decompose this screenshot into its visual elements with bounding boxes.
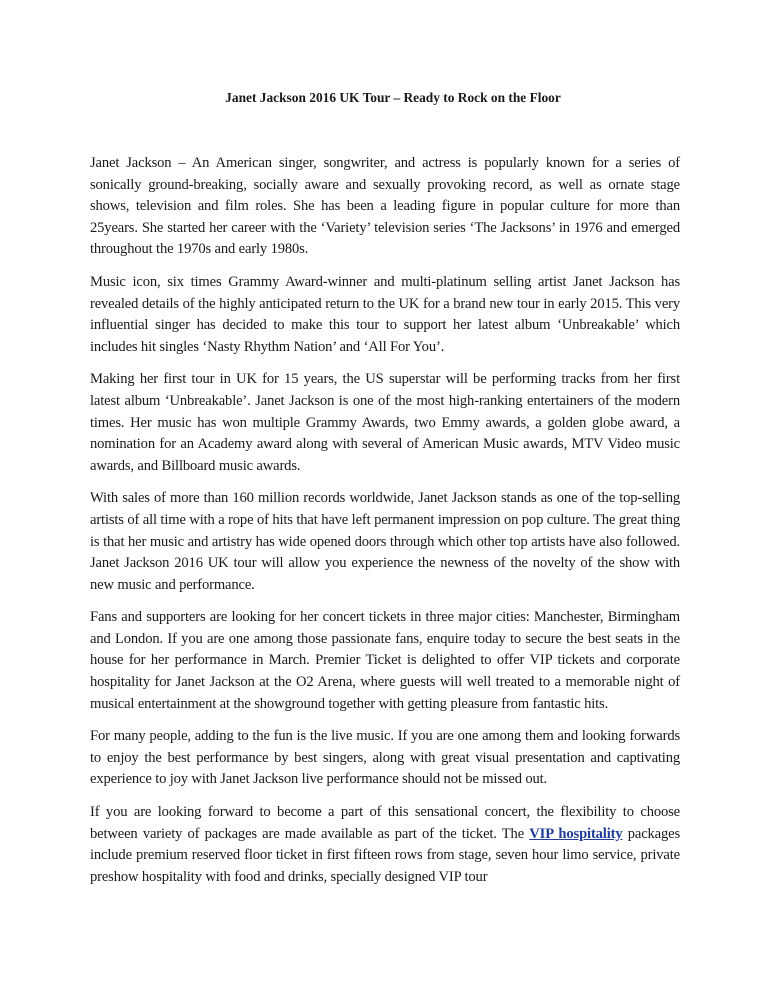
paragraph-fans: Fans and supporters are looking for her concert tickets in three major cities: Manchester, Birmingham and London. If you are one among those passionate fans, enquire today to secure the best seats in the house for her performance in March. Premier Ticket is delighted to offer VIP tickets and corporate hospitality for Janet Jackson at the O2 Arena, where guests will well treated to a memorable night of musical entertainment at the showground together with getting pleasure from fantastic hits.	[90, 609, 680, 712]
paragraph-vip-packages	[90, 802, 680, 888]
vip-hospitality-link[interactable]: VIP hospitality	[529, 825, 623, 842]
paragraph-live-music: For many people, adding to the fun is the live music. If you are one among them and looking forwards to enjoy the best performance by best singers, along with great visual presentation and captivating experience to joy with Janet Jackson live performance should not be missed out.	[90, 728, 680, 788]
document-title: Janet Jackson 2016 UK Tour – Ready to Rock on the Floor	[225, 90, 561, 105]
paragraph-sales: With sales of more than 160 million records worldwide, Janet Jackson stands as one of the top-selling artists of all time with a rope of hits that have left permanent impression on pop culture. The great thing is that her music and artistry has wide opened doors through which other top artists have also followed. Janet Jackson 2016 UK tour will allow you experience the newness of the novelty of the show with new music and performance.	[90, 490, 680, 593]
paragraph-first-tour: Making her first tour in UK for 15 years, the US superstar will be performing tracks from her first latest album ‘Unbreakable’. Janet Jackson is one of the most high-ranking entertainers of the modern times. Her music has won multiple Grammy Awards, two Emmy awards, a golden globe award, a nomination for an Academy award along with several of American Music awards, MTV Video music awards, and Billboard music awards.	[90, 371, 680, 474]
vip-text-before: If you are looking forward to become a part of this sensational concert, the flexibility to choose between variety of packages are made available as part of the ticket. The	[90, 804, 680, 842]
vip-text-after: packages include premium reserved floor ticket in first fifteen rows from stage, seven hour limo service, private preshow hospitality with food and drinks, specially designed VIP tour	[90, 825, 680, 885]
paragraph-intro: Janet Jackson – An American singer, songwriter, and actress is popularly known for a series of sonically ground-breaking, socially aware and sexually provoking record, as well as ornate stage shows, television and film roles. She has been a leading figure in popular culture for more than 25years. She started her career with the ‘Variety’ television series ‘The Jacksons’ in 1976 and emerged throughout the 1970s and early 1980s.	[90, 155, 680, 258]
paragraph-music-icon: Music icon, six times Grammy Award-winner and multi-platinum selling artist Janet Jackson has revealed details of the highly anticipated return to the UK for a brand new tour in early 2015. This very influential singer has decided to make this tour to support her latest album ‘Unbreakable’ which includes hit singles ‘Nasty Rhythm Nation’ and ‘All For You’.	[90, 273, 680, 355]
